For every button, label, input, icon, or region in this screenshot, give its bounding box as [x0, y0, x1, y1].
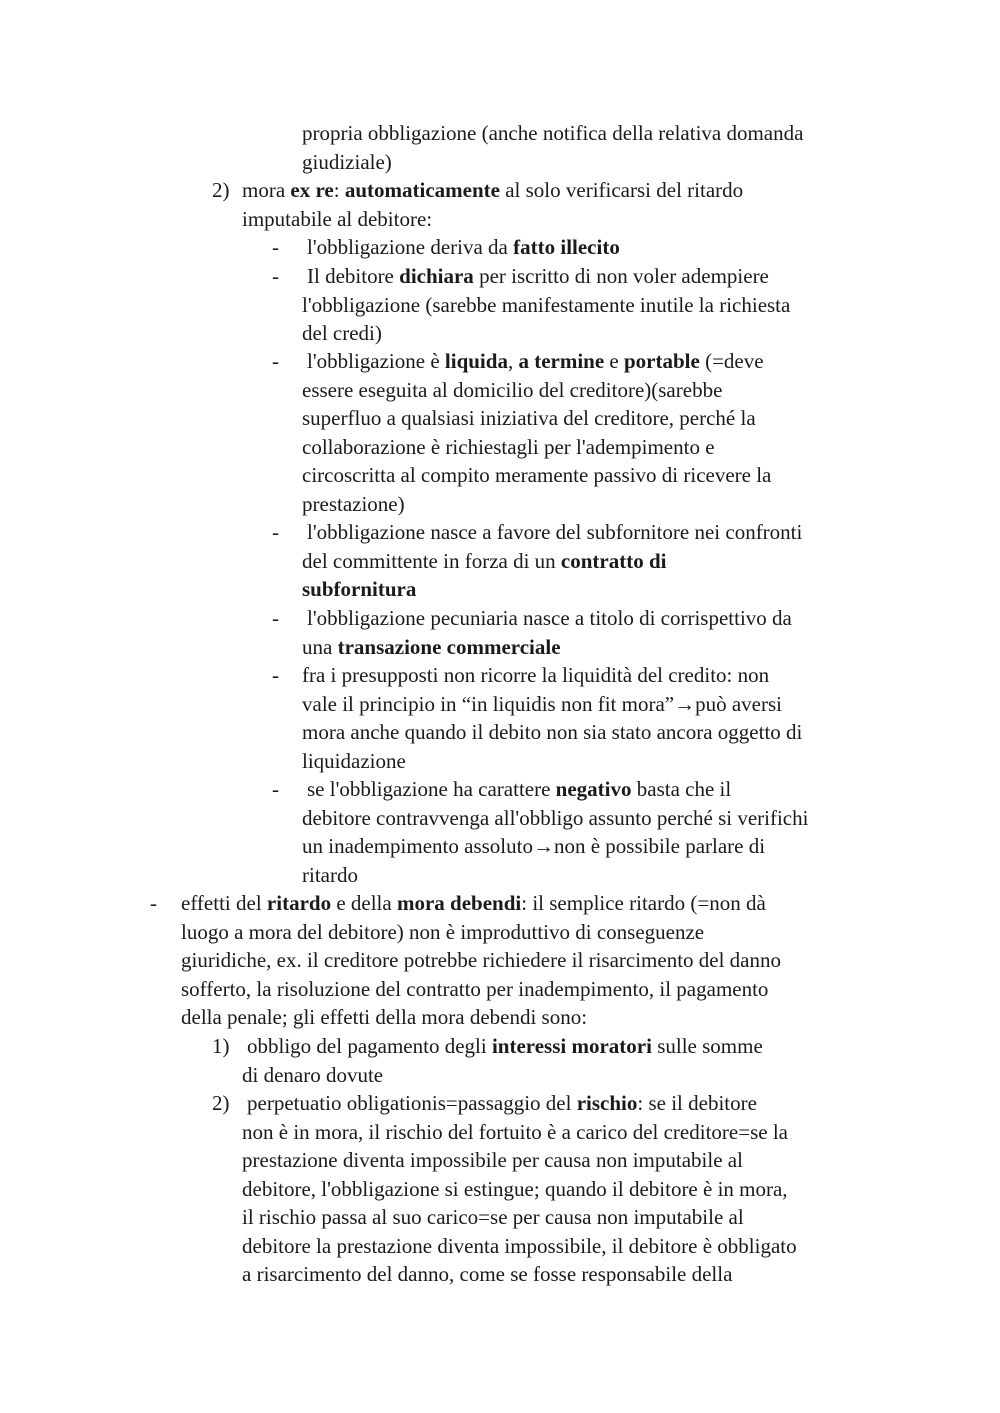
bullet-dash: - [150, 891, 157, 915]
list-item-mora-ex-re [242, 176, 743, 233]
text-line: della penale; gli effetti della mora debendi sono: [181, 1005, 588, 1029]
text-line: giuridiche, ex. il creditore potrebbe richiedere il risarcimento del danno [181, 948, 782, 972]
list-item [302, 604, 792, 661]
text-line: prestazione diventa impossibile per causa non imputabile al [242, 1148, 743, 1172]
text-line: del credi) [302, 321, 382, 345]
text-line: mora anche quando il debito non sia stato ancora oggetto di [302, 720, 803, 744]
text-line: giudiziale) [302, 149, 392, 174]
text-line: l'obbligazione pecuniaria nasce a titolo di corrispettivo da [307, 606, 792, 630]
text-line: perpetuatio obligationis=passaggio del rischio: se il debitore [247, 1091, 757, 1115]
text-line: superfluo a qualsiasi iniziativa del creditore, perché la [302, 406, 756, 430]
bullet-dash: - [272, 663, 279, 687]
text-line: luogo a mora del debitore) non è improduttivo di conseguenze [181, 919, 705, 944]
text-line: prestazione) [302, 491, 405, 516]
text-line: ritardo [302, 862, 358, 887]
bullet-dash: - [272, 520, 279, 544]
text-line: fra i presupposti non ricorre la liquidità del credito: non [302, 663, 770, 687]
text-line: subfornitura [302, 577, 417, 601]
bullet-dash: - [272, 235, 279, 259]
text-line: imputabile al debitore: [242, 206, 433, 231]
list-item [307, 233, 620, 262]
text-line: obbligo del pagamento degli interessi moratori sulle somme [247, 1034, 763, 1058]
text-line: mora ex re: automaticamente al solo verificarsi del ritardo [242, 178, 744, 202]
text-line: sofferto, la risoluzione del contratto per inadempimento, il pagamento [181, 976, 769, 1001]
text-line: Il debitore dichiara per iscritto di non voler adempiere [307, 264, 769, 288]
text-line: debitore, l'obbligazione si estingue; quando il debitore è in mora, [242, 1176, 788, 1201]
text-line: l'obbligazione nasce a favore del subfornitore nei confronti [307, 520, 803, 544]
bullet-dash: - [272, 777, 279, 801]
text-line: debitore contravvenga all'obbligo assunto perché si verifichi [302, 805, 809, 830]
text-line: effetti del ritardo e della mora debendi: il semplice ritardo (=non dà [181, 891, 766, 915]
list-number: 2) [212, 1091, 230, 1115]
text-line: propria obbligazione (anche notifica della relativa domanda [302, 121, 804, 145]
text-line: una transazione commerciale [302, 634, 561, 659]
text-line: essere eseguita al domicilio del creditore)(sarebbe [302, 377, 723, 402]
list-item [302, 262, 790, 348]
text-line: di denaro dovute [242, 1062, 384, 1087]
text-line: il rischio passa al suo carico=se per causa non imputabile al [242, 1205, 744, 1229]
list-item-perpetuatio-obligationis [242, 1089, 797, 1289]
bullet-dash: - [272, 264, 279, 288]
continuation-paragraph [302, 119, 803, 176]
list-item [302, 518, 802, 604]
list-item-interessi-moratori [242, 1032, 763, 1089]
bullet-dash: - [272, 606, 279, 630]
bullet-dash: - [272, 349, 279, 373]
text-line: l'obbligazione deriva da fatto illecito [307, 235, 620, 259]
text-line: un inadempimento assoluto→non è possibile parlare di [302, 834, 766, 858]
text-line: circoscritta al compito meramente passivo di ricevere la [302, 463, 772, 487]
text-line: liquidazione [302, 748, 406, 773]
list-item [302, 775, 808, 889]
text-line: l'obbligazione (sarebbe manifestamente inutile la richiesta [302, 292, 791, 317]
list-number: 1) [212, 1034, 230, 1058]
list-number: 2) [212, 178, 230, 202]
text-line: del committente in forza di un contratto di [302, 548, 667, 573]
list-item [302, 347, 771, 518]
text-line: se l'obbligazione ha carattere negativo basta che il [307, 777, 732, 801]
text-line: vale il principio in “in liquidis non fit mora”→può aversi [302, 691, 782, 716]
text-line: l'obbligazione è liquida, a termine e portable (=deve [307, 349, 764, 373]
effetti-paragraph [181, 889, 781, 1032]
text-line: non è in mora, il rischio del fortuito è a carico del creditore=se la [242, 1119, 788, 1144]
text-line: a risarcimento del danno, come se fosse responsabile della [242, 1262, 733, 1286]
text-line: debitore la prestazione diventa impossibile, il debitore è obbligato [242, 1233, 797, 1258]
text-line: collaborazione è richiestagli per l'adempimento e [302, 434, 715, 459]
list-item [302, 661, 802, 775]
